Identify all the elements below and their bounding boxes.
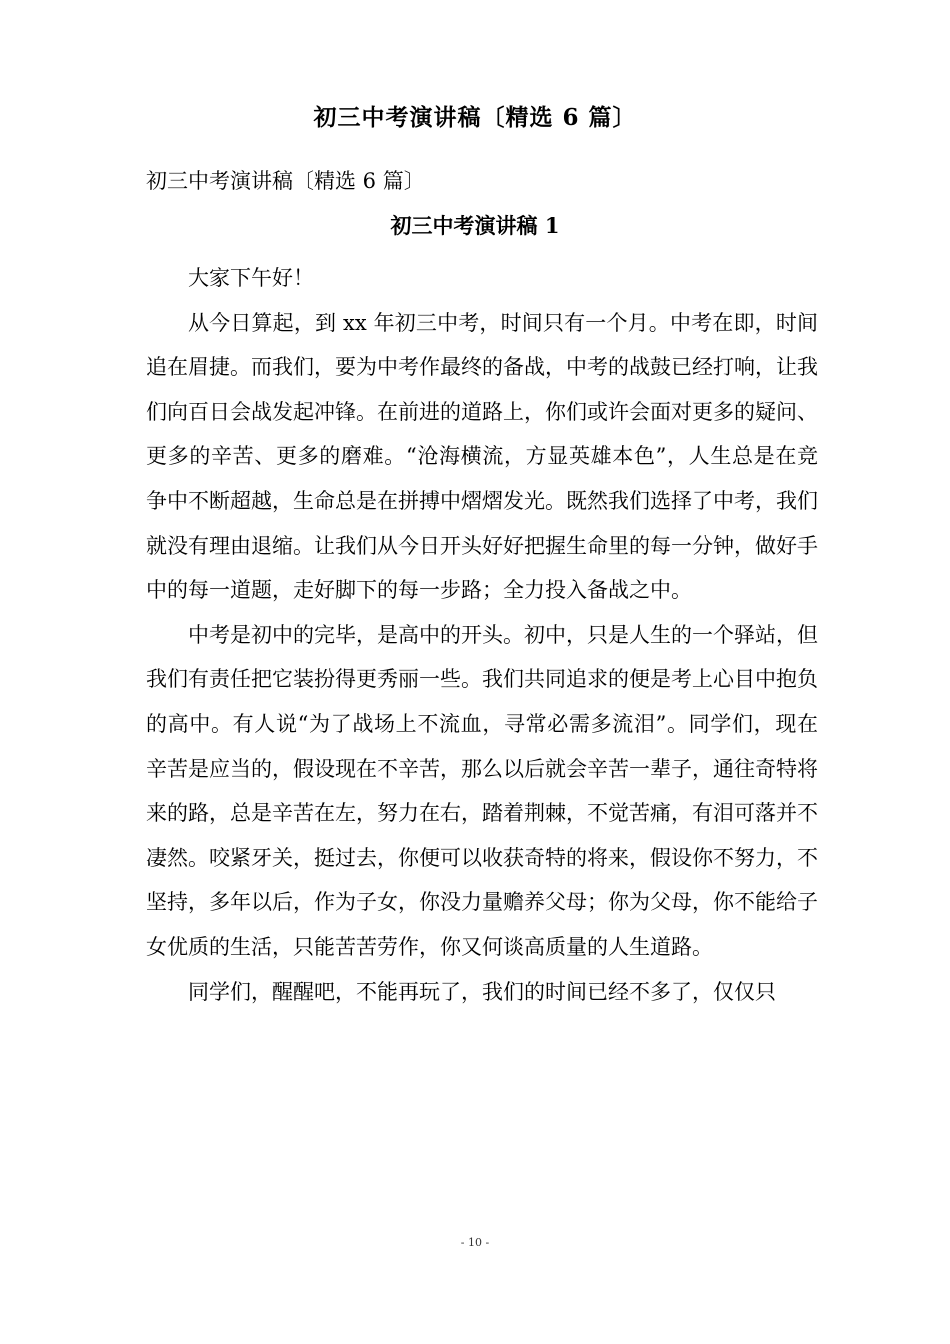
- paragraph: 从今日算起，到 xx 年初三中考，时间只有一个月。中考在即，时间追在眉捷。而我们，要为中考作最终的备战，中考的战鼓已经打响，让我们向百日会战发起冲锋。在前进的道路上，你们或许会面对更多的疑问、更多的辛苦、更多的磨难。“沧海横流，方显英雄本色”，人生总是在竞争中不断超越，生命总是在拼搏中熠熠发光。既然我们选择了中考，我们就没有理由退缩。让我们从今日开头好好把握生命里的每一分钟，做好手中的每一道题，走好脚下的每一步路；全力投入备战之中。: [146, 310, 818, 603]
- page-number: - 10 -: [460, 1236, 490, 1249]
- paragraph: 中考是初中的完毕，是高中的开头。初中，只是人生的一个驿站，但我们有责任把它装扮得更秀丽一些。我们共同追求的便是考上心目中抱负的高中。有人说“为了战场上不流血，寻常必需多流泪”。同学们，现在辛苦是应当的，假设现在不辛苦，那么以后就会辛苦一辈子，通往奇特将来的路，总是辛苦在左，努力在右，踏着荆棘，不觉苦痛，有泪可落并不凄然。咬紧牙关，挺过去，你便可以收获奇特的将来，假设你不努力，不坚持，多年以后，作为子女，你没力量赡养父母；你为父母，你不能给子女优质的生活，只能苦苦劳作，你又何谈高质量的人生道路。: [146, 622, 818, 959]
- section-heading: 初三中考演讲稿 1: [390, 213, 560, 238]
- paragraph: 同学们，醒醒吧，不能再玩了，我们的时间已经不多了，仅仅只: [188, 979, 776, 1004]
- paragraph-greeting: 大家下午好！: [188, 266, 314, 290]
- document-title: 初三中考演讲稿〔精选 6 篇〕: [313, 104, 637, 131]
- document-subtitle: 初三中考演讲稿〔精选 6 篇〕: [146, 169, 425, 193]
- document-body: [146, 256, 818, 1014]
